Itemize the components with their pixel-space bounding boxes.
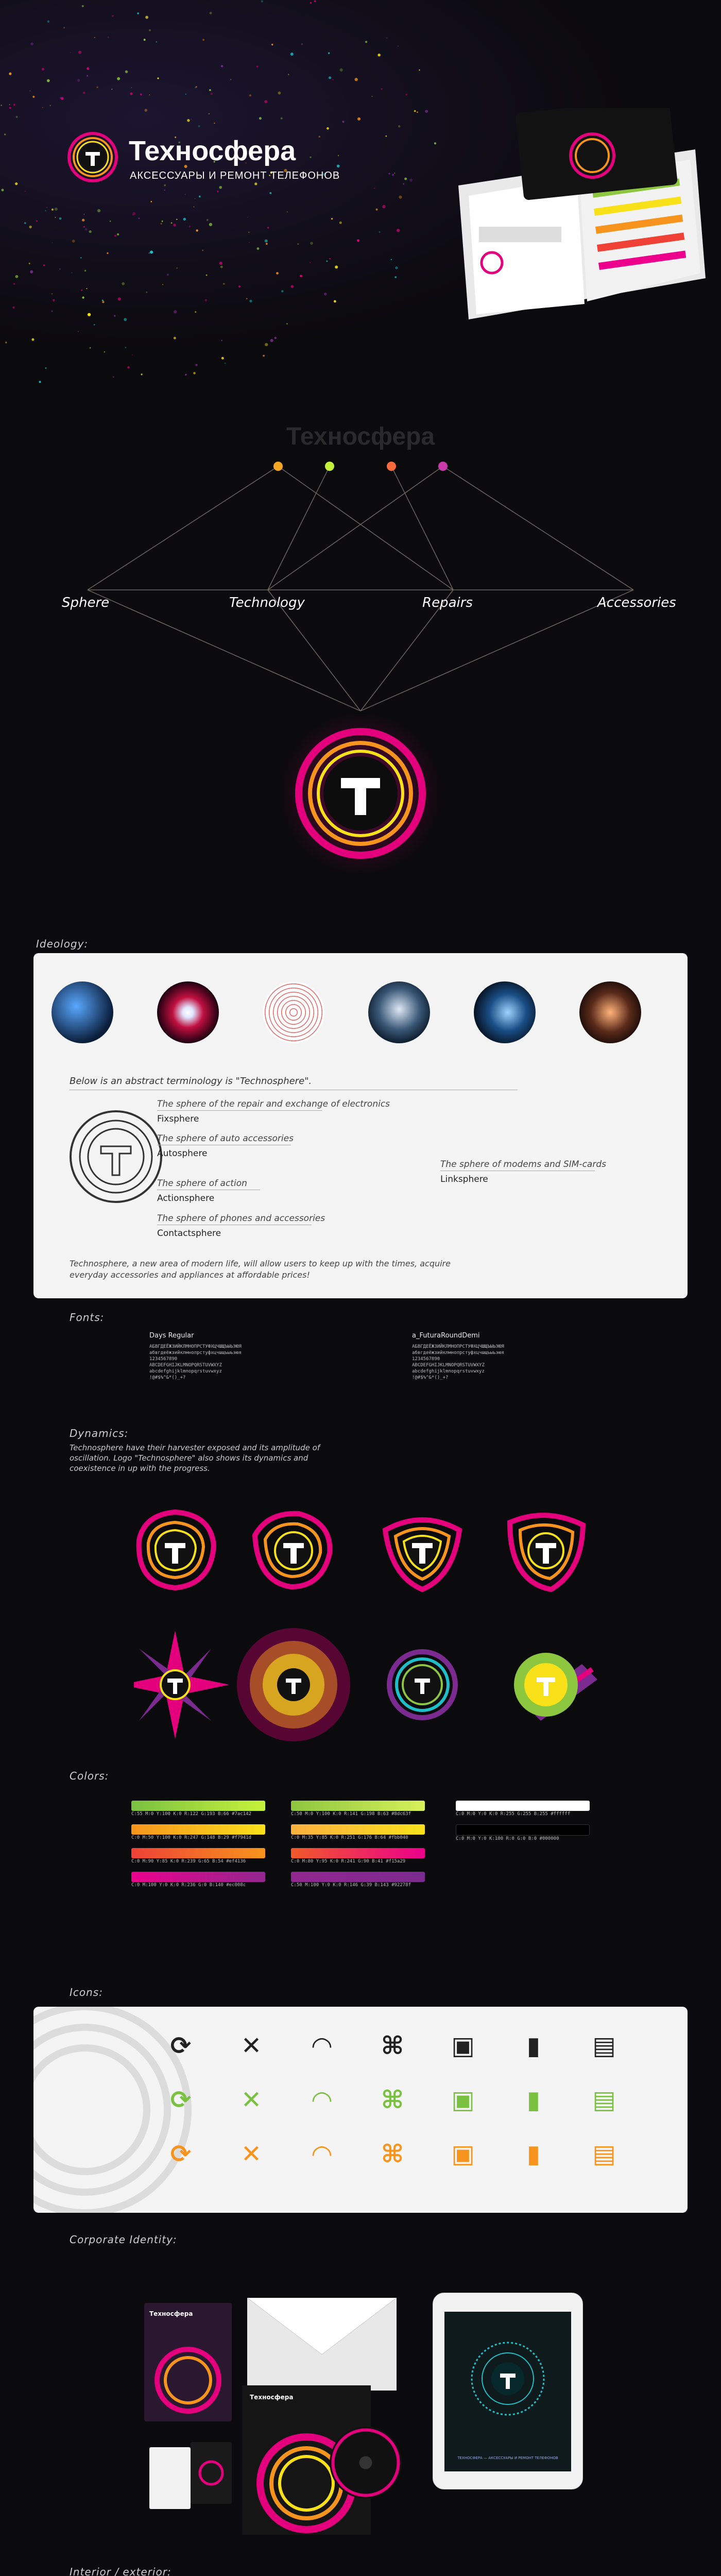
- concept-node-sphere: Sphere: [62, 595, 110, 611]
- fonts-label: Fonts:: [70, 1311, 105, 1324]
- font-1-upper: АБВГДЕЁЖЗИЙКЛМНОПРСТУФХЦЧШЩЪЫЬЭЮЯ: [149, 1344, 242, 1349]
- font-2-latin-lower: abcdefghijklmnopqrstuvwxyz: [412, 1369, 485, 1374]
- font-1-latin-upper: ABCDEFGHIJKLMNOPQRSTUVWXYZ: [149, 1363, 222, 1368]
- hero-tagline: АКСЕССУАРЫ И РЕМОНТ ТЕЛЕФОНОВ: [130, 170, 340, 181]
- photo-circle-4: [368, 981, 430, 1043]
- font-2-latin-upper: ABCDEFGHIJKLMNOPQRSTUVWXYZ: [412, 1363, 485, 1368]
- repair-tools-icon: ✕: [241, 2086, 262, 2114]
- ideology-intro: Below is an abstract terminology is "Technosphere".: [70, 1076, 312, 1087]
- concept-dot-orange: [273, 462, 283, 471]
- term-4-name: Contactsphere: [157, 1228, 221, 1239]
- repair-tools-icon: ✕: [241, 2031, 262, 2060]
- sim-card-icon: ▤: [592, 2086, 616, 2114]
- term-1-title: The sphere of the repair and exchange of electronics: [157, 1099, 390, 1109]
- logo-mark-icon: [67, 131, 118, 183]
- ideology-label: Ideology:: [36, 938, 89, 950]
- color-column-2: [291, 1801, 425, 1895]
- headphones-icon: ◠: [312, 2140, 332, 2168]
- headphones-icon: ◠: [312, 2031, 332, 2060]
- font-sample-1: [149, 1332, 335, 1381]
- gamepad-icon: ⌘: [381, 2140, 404, 2168]
- exchange-icon: ⟳: [170, 2086, 192, 2114]
- ideology-photo-row: [49, 981, 672, 1054]
- term-3-name: Actionsphere: [157, 1193, 215, 1204]
- swatch-1-2: C:0 M:50 Y:100 K:0 R:247 G:148 B:29 #f7941d: [131, 1824, 265, 1841]
- font-2-symbols: !@#$%^&*()_+?: [412, 1375, 449, 1380]
- font-1-digits: 1234567890: [149, 1357, 178, 1362]
- concept-brand-title: Техносфера: [286, 423, 435, 450]
- term-2-name: Autosphere: [157, 1148, 208, 1159]
- ideology-footer: Technosphere, a new area of modern life, will allow users to keep up with the times, acquire everyday accessories and appliances at affordable prices!: [70, 1259, 451, 1280]
- dynamic-logo-3: [385, 1520, 459, 1589]
- photo-circle-5: [474, 981, 536, 1043]
- swatch-2-3: C:0 M:80 Y:95 K:0 R:241 G:90 B:41 #f15a29: [291, 1848, 425, 1865]
- swatch-2-1: C:50 M:0 Y:100 K:0 R:141 G:198 B:63 #8dc63f: [291, 1801, 425, 1817]
- font-sample-2: [412, 1332, 597, 1381]
- colors-label: Colors:: [70, 1770, 109, 1782]
- tablet-screen: [444, 2312, 571, 2471]
- concept-dot-purple: [438, 462, 448, 471]
- hero-logo: [67, 131, 118, 183]
- center-logo: [278, 711, 443, 876]
- swatch-3-2: C:0 M:0 Y:0 K:100 R:0 G:0 B:0 #000000: [456, 1824, 590, 1842]
- font-2-name: a_FuturaRoundDemi: [412, 1332, 480, 1340]
- swatch-1-4: C:0 M:100 Y:0 K:0 R:236 G:0 B:140 #ec008c: [131, 1872, 265, 1888]
- concept-node-repairs: Repairs: [422, 595, 473, 611]
- term-3-title: The sphere of action: [157, 1178, 247, 1189]
- business-card-front: [149, 2447, 191, 2509]
- hero-section: [0, 0, 721, 392]
- dynamic-logo-6: [237, 1628, 350, 1741]
- identity-mockups: [144, 2293, 633, 2540]
- sim-card-icon: ▤: [592, 2031, 616, 2060]
- dynamics-label: Dynamics:: [70, 1427, 129, 1439]
- font-1-lower: абвгдеёжзийклмнопрстуфхцчшщъыьэюя: [149, 1350, 242, 1355]
- gamepad-icon: ⌘: [381, 2031, 404, 2060]
- dynamics-logos: [134, 1504, 608, 1762]
- exchange-icon: ⟳: [170, 2140, 192, 2168]
- term-5-name: Linksphere: [440, 1174, 488, 1184]
- folder-brand: Техносфера: [149, 2310, 193, 2317]
- concept-diagram: [0, 392, 721, 752]
- icons-label: Icons:: [70, 1986, 103, 1998]
- term-5-title: The sphere of modems and SIM-cards: [440, 1159, 606, 1170]
- signal-icon: ▮: [526, 2031, 541, 2060]
- dynamic-logo-1: [139, 1512, 214, 1588]
- concept-dot-green: [325, 462, 334, 471]
- swatch-1-1: C:55 M:0 Y:100 K:0 R:122 G:193 B:66 #7ac142: [131, 1801, 265, 1817]
- dynamic-logo-4: [510, 1515, 583, 1589]
- envelope-mockup: [247, 2298, 397, 2391]
- font-2-upper: АБВГДЕЁЖЗИЙКЛМНОПРСТУФХЦЧШЩЪЫЬЭЮЯ: [412, 1344, 504, 1349]
- exchange-icon: ⟳: [170, 2031, 192, 2060]
- photo-circle-6: [579, 981, 641, 1043]
- tablet-caption: ТЕХНОСФЕРА — АКСЕССУАРЫ И РЕМОНТ ТЕЛЕФОНОВ: [457, 2456, 558, 2460]
- repair-tools-icon: ✕: [241, 2140, 262, 2168]
- tv-icon: ▣: [451, 2031, 475, 2060]
- font-1-latin-lower: abcdefghijklmnopqrstuvwxyz: [149, 1369, 222, 1374]
- identity-label: Corporate Identity:: [70, 2233, 177, 2246]
- business-card-back: [191, 2442, 232, 2504]
- tv-icon: ▣: [451, 2140, 475, 2168]
- icons-card: [33, 2007, 688, 2213]
- dynamic-logo-5: [134, 1631, 229, 1739]
- term-2-title: The sphere of auto accessories: [157, 1133, 294, 1144]
- concept-section: [0, 392, 721, 752]
- concept-node-technology: Technology: [229, 595, 305, 611]
- ideology-card: [33, 953, 688, 1298]
- concept-node-accessories: Accessories: [597, 595, 676, 611]
- tablet-mockup: [433, 2293, 583, 2489]
- icon-grid: [162, 2027, 657, 2192]
- interior-label: Interior / exterior:: [70, 2566, 171, 2576]
- swatch-1-3: C:0 M:90 Y:85 K:0 R:239 G:65 B:54 #ef4136: [131, 1848, 265, 1865]
- photo-circle-3: [263, 981, 324, 1043]
- signal-icon: ▮: [526, 2086, 541, 2114]
- hero-brand-name: Техносфера: [129, 135, 296, 166]
- font-2-digits: 1234567890: [412, 1357, 440, 1362]
- sim-card-icon: ▤: [592, 2140, 616, 2168]
- dynamic-logo-7: [389, 1652, 455, 1718]
- dynamic-logo-2: [255, 1514, 330, 1587]
- color-column-1: [131, 1801, 265, 1895]
- swatch-2-2: C:0 M:35 Y:85 K:0 R:251 G:176 B:64 #fbb040: [291, 1824, 425, 1841]
- outline-logo-icon: [67, 1108, 165, 1206]
- photo-circle-2: [157, 981, 219, 1043]
- letterhead-brand: Техносфера: [250, 2394, 294, 2401]
- color-column-3: [456, 1801, 590, 1849]
- headphones-icon: ◠: [312, 2086, 332, 2114]
- swatch-2-4: C:50 M:100 Y:0 K:0 R:146 G:39 B:143 #92278f: [291, 1872, 425, 1888]
- folder-mockup: [144, 2303, 232, 2421]
- font-2-lower: абвгдеёжзийклмнопрстуфхцчшщъыьэюя: [412, 1350, 504, 1355]
- dynamic-logo-8: [514, 1653, 597, 1721]
- disc-mockup: [330, 2427, 402, 2499]
- dynamics-text: Technosphere have their harvester exposed and its amplitude of oscillation. Logo "Technosphere" also shows its dynamics and coexistence in up with the progress.: [70, 1443, 320, 1473]
- signal-icon: ▮: [526, 2140, 541, 2168]
- tv-icon: ▣: [451, 2086, 475, 2114]
- term-1-name: Fixsphere: [157, 1114, 199, 1124]
- glowing-logo-icon: [278, 711, 443, 876]
- brochure-mockup: [438, 108, 706, 325]
- concept-dot-red: [387, 462, 396, 471]
- photo-circle-1: [52, 981, 113, 1043]
- ideology-outline-logo: [67, 1108, 165, 1206]
- term-4-title: The sphere of phones and accessories: [157, 1213, 325, 1224]
- font-1-name: Days Regular: [149, 1332, 194, 1340]
- font-1-symbols: !@#$%^&*()_+?: [149, 1375, 186, 1380]
- gamepad-icon: ⌘: [381, 2086, 404, 2114]
- swatch-3-1: C:0 M:0 Y:0 K:0 R:255 G:255 B:255 #ffffff: [456, 1801, 590, 1817]
- term-1-underline: [157, 1110, 322, 1111]
